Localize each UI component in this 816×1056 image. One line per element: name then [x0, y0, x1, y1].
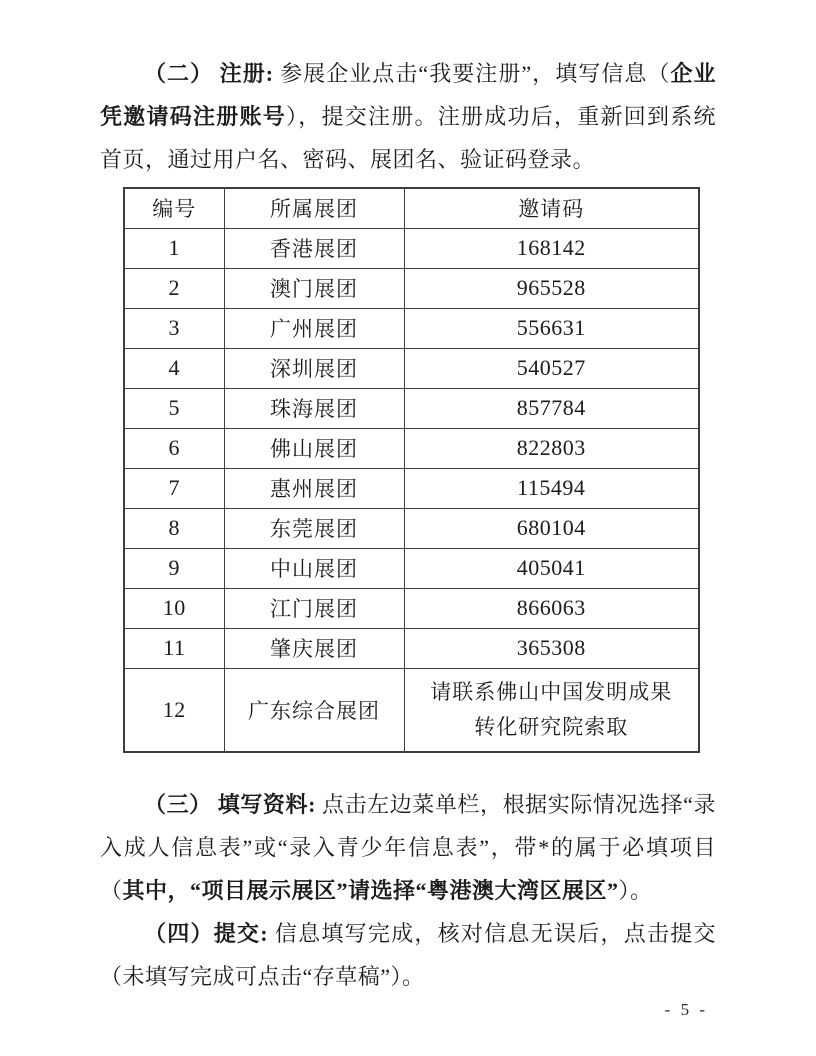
document-body	[100, 0, 716, 998]
paragraph-register	[100, 52, 716, 181]
cell-number: 10	[124, 588, 224, 628]
table-row	[124, 628, 699, 668]
cell-number: 11	[124, 628, 224, 668]
table-row	[124, 348, 699, 388]
cell-code: 857784	[404, 388, 699, 428]
cell-group: 江门展团	[224, 588, 404, 628]
cell-code: 556631	[404, 308, 699, 348]
table-row	[124, 428, 699, 468]
cell-number: 5	[124, 388, 224, 428]
table-row	[124, 268, 699, 308]
cell-code: 965528	[404, 268, 699, 308]
cell-group: 珠海展团	[224, 388, 404, 428]
paragraph-fill-heading: （三） 填写资料:	[144, 792, 316, 817]
table-header-row	[124, 188, 699, 228]
cell-number: 1	[124, 228, 224, 268]
invitation-code-table	[123, 187, 700, 753]
cell-code: 请联系佛山中国发明成果转化研究院索取	[404, 668, 699, 752]
cell-code: 405041	[404, 548, 699, 588]
table-row	[124, 508, 699, 548]
paragraph-fill-bold-note: 其中，“项目展示展区”请选择“粤港澳大湾区展区”	[122, 878, 619, 903]
cell-group: 澳门展团	[224, 268, 404, 308]
table-row	[124, 588, 699, 628]
cell-code: 680104	[404, 508, 699, 548]
cell-group: 香港展团	[224, 228, 404, 268]
cell-group: 惠州展团	[224, 468, 404, 508]
cell-code: 168142	[404, 228, 699, 268]
cell-number: 12	[124, 668, 224, 752]
paragraph-submit	[100, 912, 716, 998]
table-row	[124, 388, 699, 428]
cell-number: 9	[124, 548, 224, 588]
cell-number: 7	[124, 468, 224, 508]
cell-number: 3	[124, 308, 224, 348]
paragraph-register-text: 参展企业点击“我要注册”，填写信息（	[273, 61, 671, 86]
cell-group: 广东综合展团	[224, 668, 404, 752]
header-group: 所属展团	[224, 188, 404, 228]
footer-page-number: - 5 -	[664, 1000, 708, 1019]
cell-code: 540527	[404, 348, 699, 388]
cell-group: 深圳展团	[224, 348, 404, 388]
paragraph-fill-info	[100, 783, 716, 912]
cell-number: 6	[124, 428, 224, 468]
header-code: 邀请码	[404, 188, 699, 228]
cell-group: 佛山展团	[224, 428, 404, 468]
table-row	[124, 228, 699, 268]
paragraph-fill-text-2: ）。	[618, 878, 653, 903]
cell-group: 广州展团	[224, 308, 404, 348]
cell-code: 115494	[404, 468, 699, 508]
paragraph-register-heading: （二） 注册:	[144, 61, 274, 86]
paragraph-submit-text: 信息填写完成，核对信息无误后，点击提交（未填写完成可点击“存草稿”）。	[100, 921, 716, 989]
cell-number: 8	[124, 508, 224, 548]
cell-code: 365308	[404, 628, 699, 668]
table-row	[124, 668, 699, 752]
cell-code: 822803	[404, 428, 699, 468]
cell-group: 中山展团	[224, 548, 404, 588]
cell-code: 866063	[404, 588, 699, 628]
cell-number: 2	[124, 268, 224, 308]
paragraph-register-bold-note: 企业凭邀请码注册账号	[100, 61, 716, 129]
paragraph-register-text-2: ），提交注册。注册成功后，重新回到系统首页，通过用户名、密码、展团名、验证码登录。	[100, 104, 716, 172]
cell-number: 4	[124, 348, 224, 388]
paragraph-fill-text: 点击左边菜单栏，根据实际情况选择“录入成人信息表”或“录入青少年信息表”，带*的属于必填项目（	[100, 792, 716, 903]
header-number: 编号	[124, 188, 224, 228]
table-row	[124, 468, 699, 508]
cell-group: 肇庆展团	[224, 628, 404, 668]
table-row	[124, 548, 699, 588]
table-row	[124, 308, 699, 348]
paragraph-submit-heading: （四）提交:	[144, 921, 269, 946]
cell-group: 东莞展团	[224, 508, 404, 548]
